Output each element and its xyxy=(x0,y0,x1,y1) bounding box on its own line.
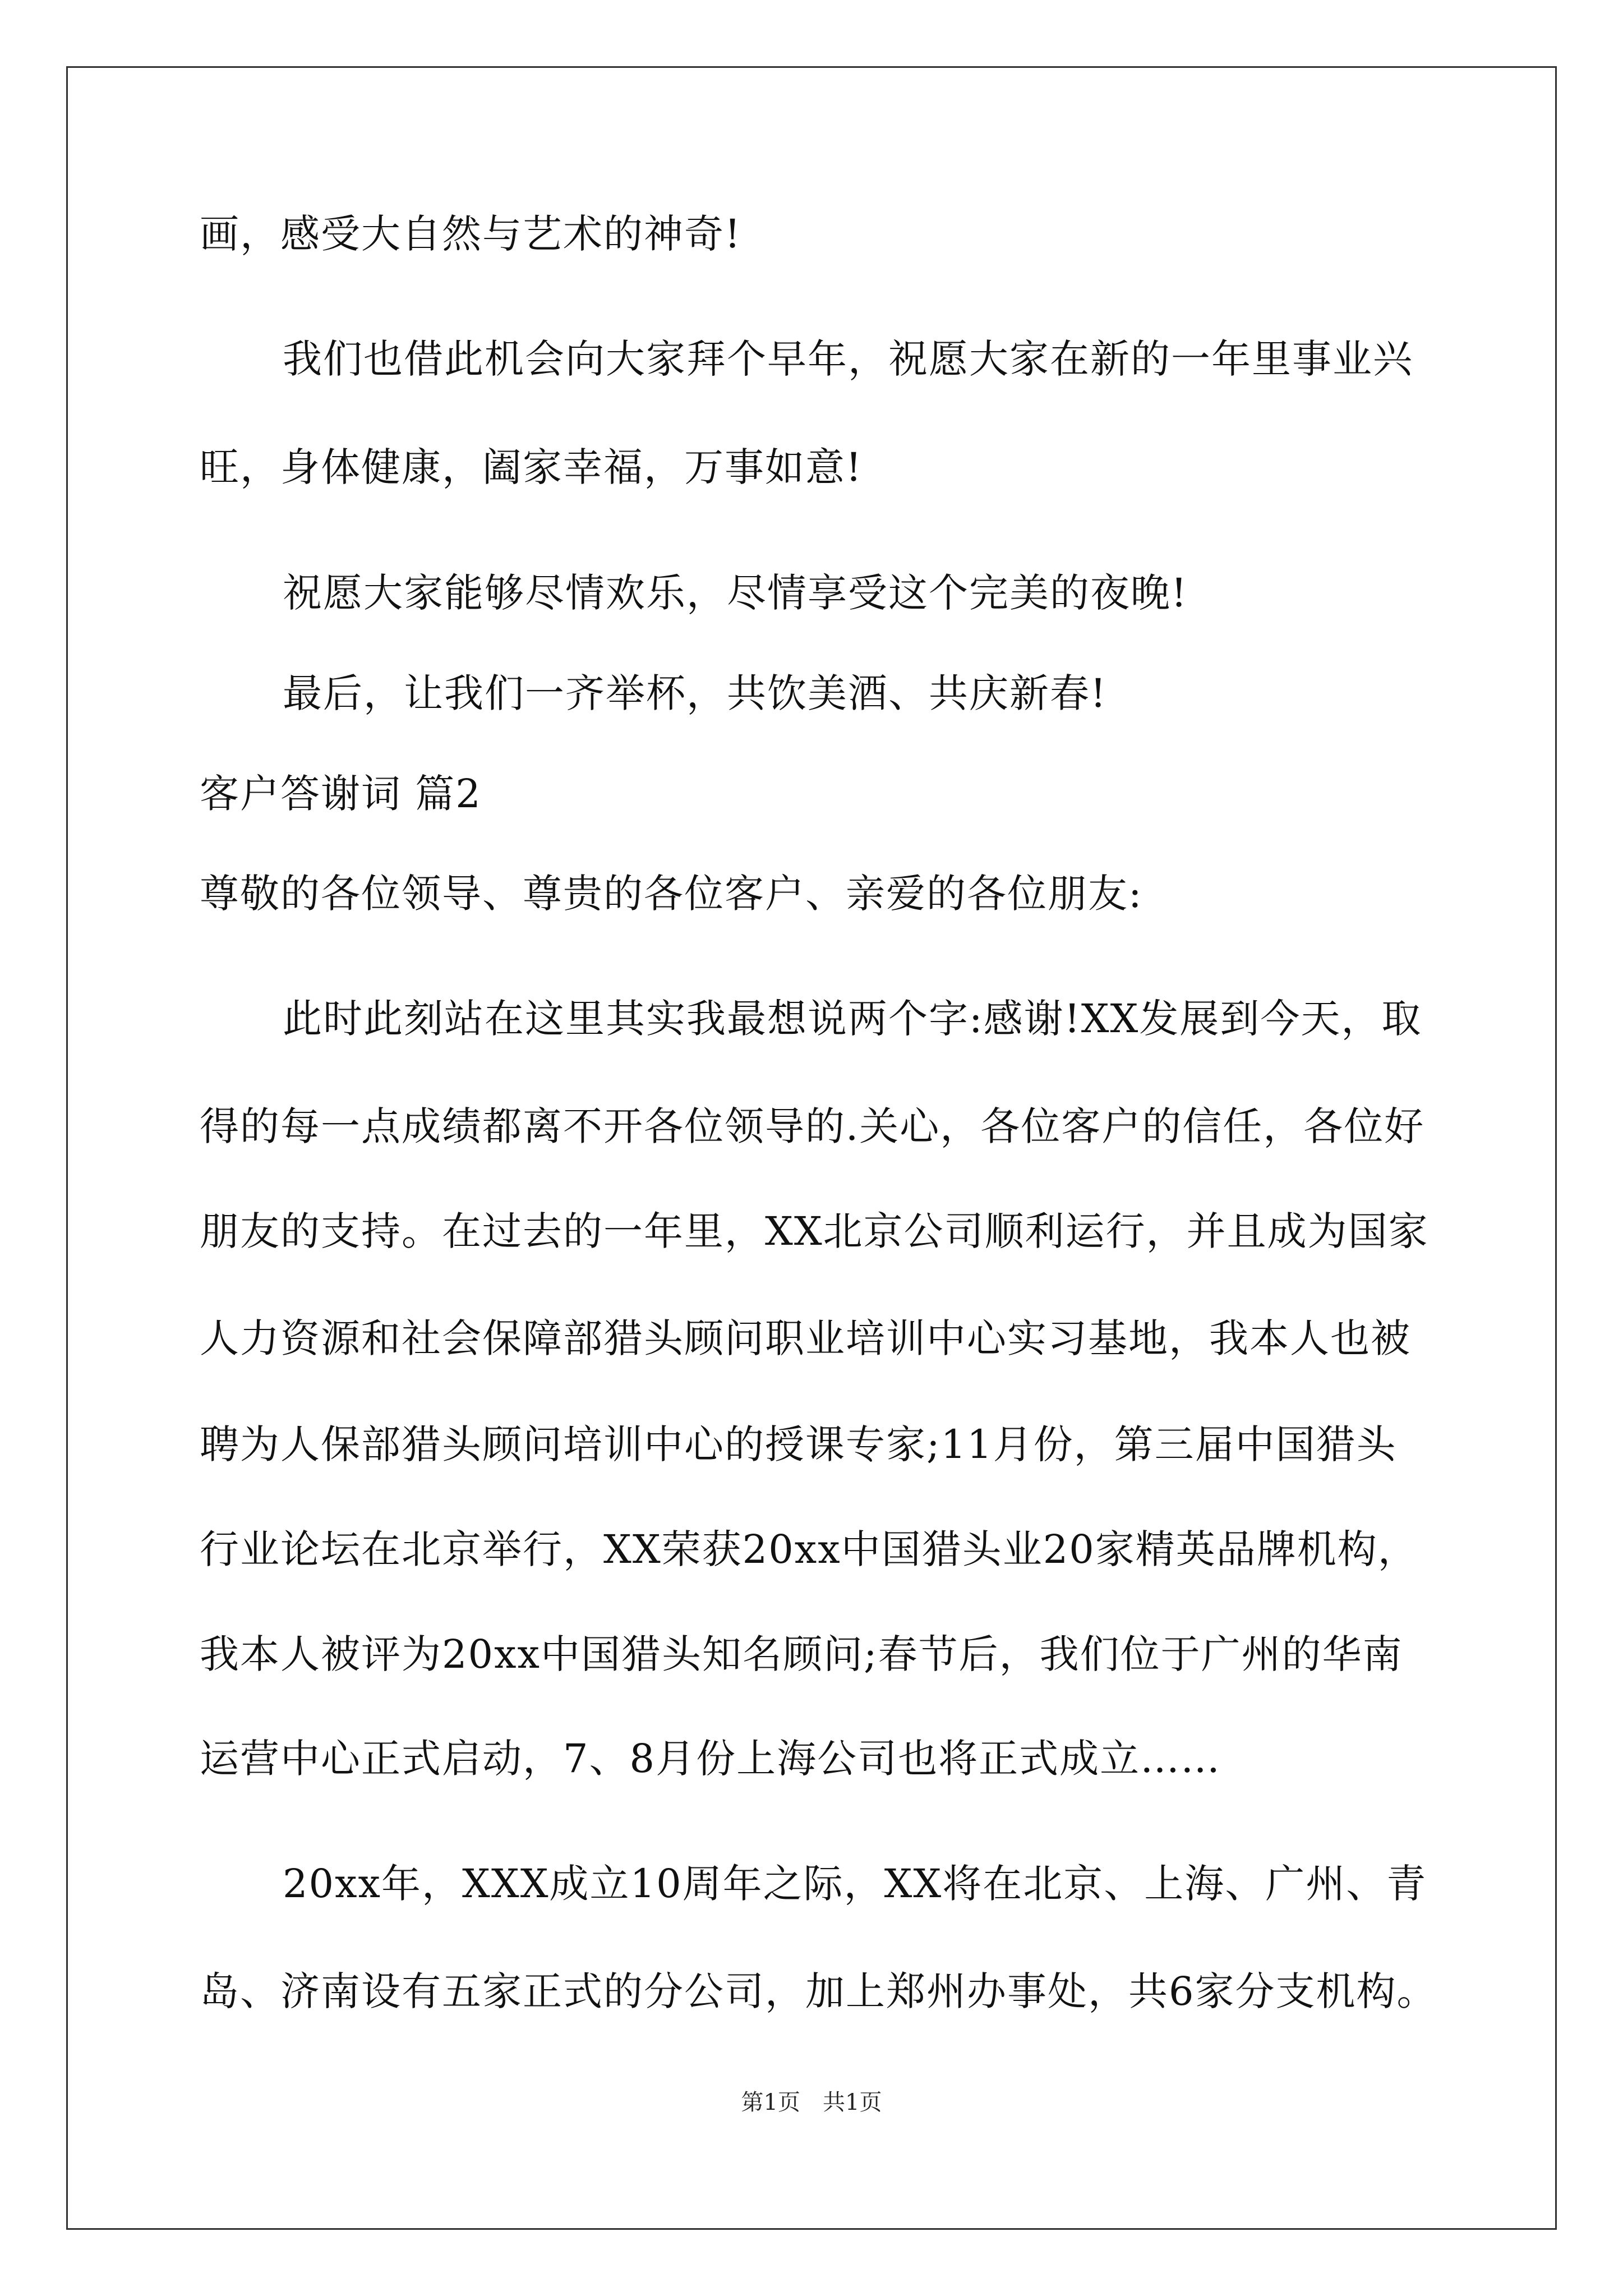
paragraph-line: 岛、济南设有五家正式的分公司，加上郑州办事处，共6家分支机构。 xyxy=(200,1968,1437,2014)
paragraph-line: 得的每一点成绩都离不开各位领导的.关心，各位客户的信任，各位好 xyxy=(200,1103,1425,1149)
paragraph-line: 运营中心正式启动，7、8月份上海公司也将正式成立…… xyxy=(200,1736,1221,1782)
paragraph-line: 行业论坛在北京举行，XX荣获20xx中国猎头业20家精英品牌机构， xyxy=(200,1526,1418,1572)
page-footer: 第1页 共1页 xyxy=(741,2090,882,2115)
paragraph-line: 我们也借此机会向大家拜个早年，祝愿大家在新的一年里事业兴 xyxy=(283,336,1413,382)
paragraph-line: 画，感受大自然与艺术的神奇! xyxy=(200,211,742,257)
paragraph-line: 我本人被评为20xx中国猎头知名顾问;春节后，我们位于广州的华南 xyxy=(200,1631,1403,1677)
paragraph-line: 祝愿大家能够尽情欢乐，尽情享受这个完美的夜晚! xyxy=(283,570,1188,616)
paragraph-line: 朋友的支持。在过去的一年里，XX北京公司顺利运行，并且成为国家 xyxy=(200,1208,1429,1254)
paragraph-line: 旺，身体健康，阖家幸福，万事如意! xyxy=(200,444,863,490)
paragraph-line: 聘为人保部猎头顾问培训中心的授课专家;11月份，第三届中国猎头 xyxy=(200,1421,1397,1467)
paragraph-line: 人力资源和社会保障部猎头顾问职业培训中心实习基地，我本人也被 xyxy=(200,1315,1411,1361)
paragraph-line: 此时此刻站在这里其实我最想说两个字:感谢!XX发展到今天，取 xyxy=(283,996,1422,1042)
paragraph-line: 20xx年，XXX成立10周年之际，XX将在北京、上海、广州、青 xyxy=(283,1861,1427,1907)
paragraph-line: 最后，让我们一齐举杯，共饮美酒、共庆新春! xyxy=(283,670,1108,716)
salutation-line: 尊敬的各位领导、尊贵的各位客户、亲爱的各位朋友: xyxy=(200,871,1143,917)
section-heading: 客户答谢词 篇2 xyxy=(200,771,482,817)
